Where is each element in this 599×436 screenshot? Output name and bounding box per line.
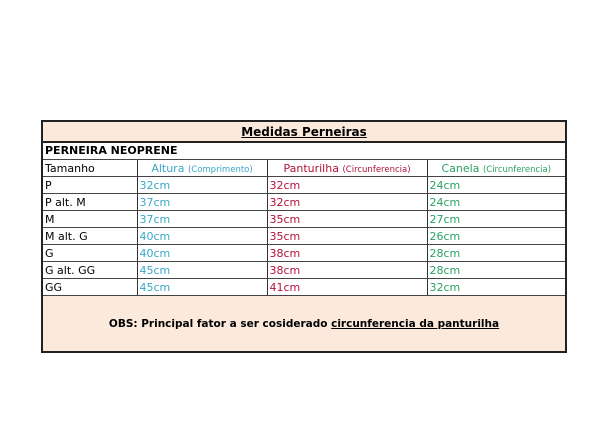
altura-cell: 32cm bbox=[137, 177, 267, 194]
sheet-title: Medidas Perneiras bbox=[43, 122, 565, 143]
table-row bbox=[43, 279, 565, 296]
measurements-table bbox=[43, 160, 565, 296]
table-row bbox=[43, 194, 565, 211]
size-cell: P bbox=[43, 177, 137, 194]
panturilha-cell: 38cm bbox=[267, 262, 427, 279]
size-cell: G alt. GG bbox=[43, 262, 137, 279]
measurements-sheet bbox=[41, 120, 567, 353]
panturilha-cell: 35cm bbox=[267, 211, 427, 228]
table-row bbox=[43, 262, 565, 279]
header-panturilha-label: Panturilha bbox=[283, 161, 339, 175]
product-name: PERNEIRA NEOPRENE bbox=[43, 143, 565, 160]
observation-text: OBS: Principal fator a ser cosiderado bbox=[108, 317, 328, 330]
table-row bbox=[43, 211, 565, 228]
table-row bbox=[43, 177, 565, 194]
observation-note bbox=[43, 296, 565, 351]
panturilha-cell: 41cm bbox=[267, 279, 427, 296]
header-canela bbox=[427, 160, 565, 177]
size-cell: M bbox=[43, 211, 137, 228]
header-size: Tamanho bbox=[43, 160, 137, 177]
header-canela-label: Canela bbox=[441, 161, 480, 175]
size-cell: G bbox=[43, 245, 137, 262]
canela-cell: 26cm bbox=[427, 228, 565, 245]
header-altura bbox=[137, 160, 267, 177]
header-panturilha bbox=[267, 160, 427, 177]
header-panturilha-note: (Circunferencia) bbox=[342, 164, 411, 175]
canela-cell: 24cm bbox=[427, 194, 565, 211]
altura-cell: 45cm bbox=[137, 262, 267, 279]
canela-cell: 28cm bbox=[427, 262, 565, 279]
panturilha-cell: 32cm bbox=[267, 194, 427, 211]
size-cell: M alt. G bbox=[43, 228, 137, 245]
header-canela-note: (Circunferencia) bbox=[482, 164, 552, 175]
size-cell: GG bbox=[43, 279, 137, 296]
header-altura-note: (Comprimento) bbox=[187, 164, 253, 175]
altura-cell: 37cm bbox=[137, 211, 267, 228]
canela-cell: 32cm bbox=[427, 279, 565, 296]
table-row bbox=[43, 245, 565, 262]
table-row bbox=[43, 228, 565, 245]
panturilha-cell: 35cm bbox=[267, 228, 427, 245]
panturilha-cell: 32cm bbox=[267, 177, 427, 194]
altura-cell: 37cm bbox=[137, 194, 267, 211]
header-row bbox=[43, 160, 565, 177]
size-cell: P alt. M bbox=[43, 194, 137, 211]
altura-cell: 45cm bbox=[137, 279, 267, 296]
panturilha-cell: 38cm bbox=[267, 245, 427, 262]
canela-cell: 24cm bbox=[427, 177, 565, 194]
observation-emphasis: circunferencia da panturilha bbox=[331, 317, 500, 330]
altura-cell: 40cm bbox=[137, 245, 267, 262]
altura-cell: 40cm bbox=[137, 228, 267, 245]
canela-cell: 27cm bbox=[427, 211, 565, 228]
canela-cell: 28cm bbox=[427, 245, 565, 262]
header-altura-label: Altura bbox=[151, 161, 185, 175]
